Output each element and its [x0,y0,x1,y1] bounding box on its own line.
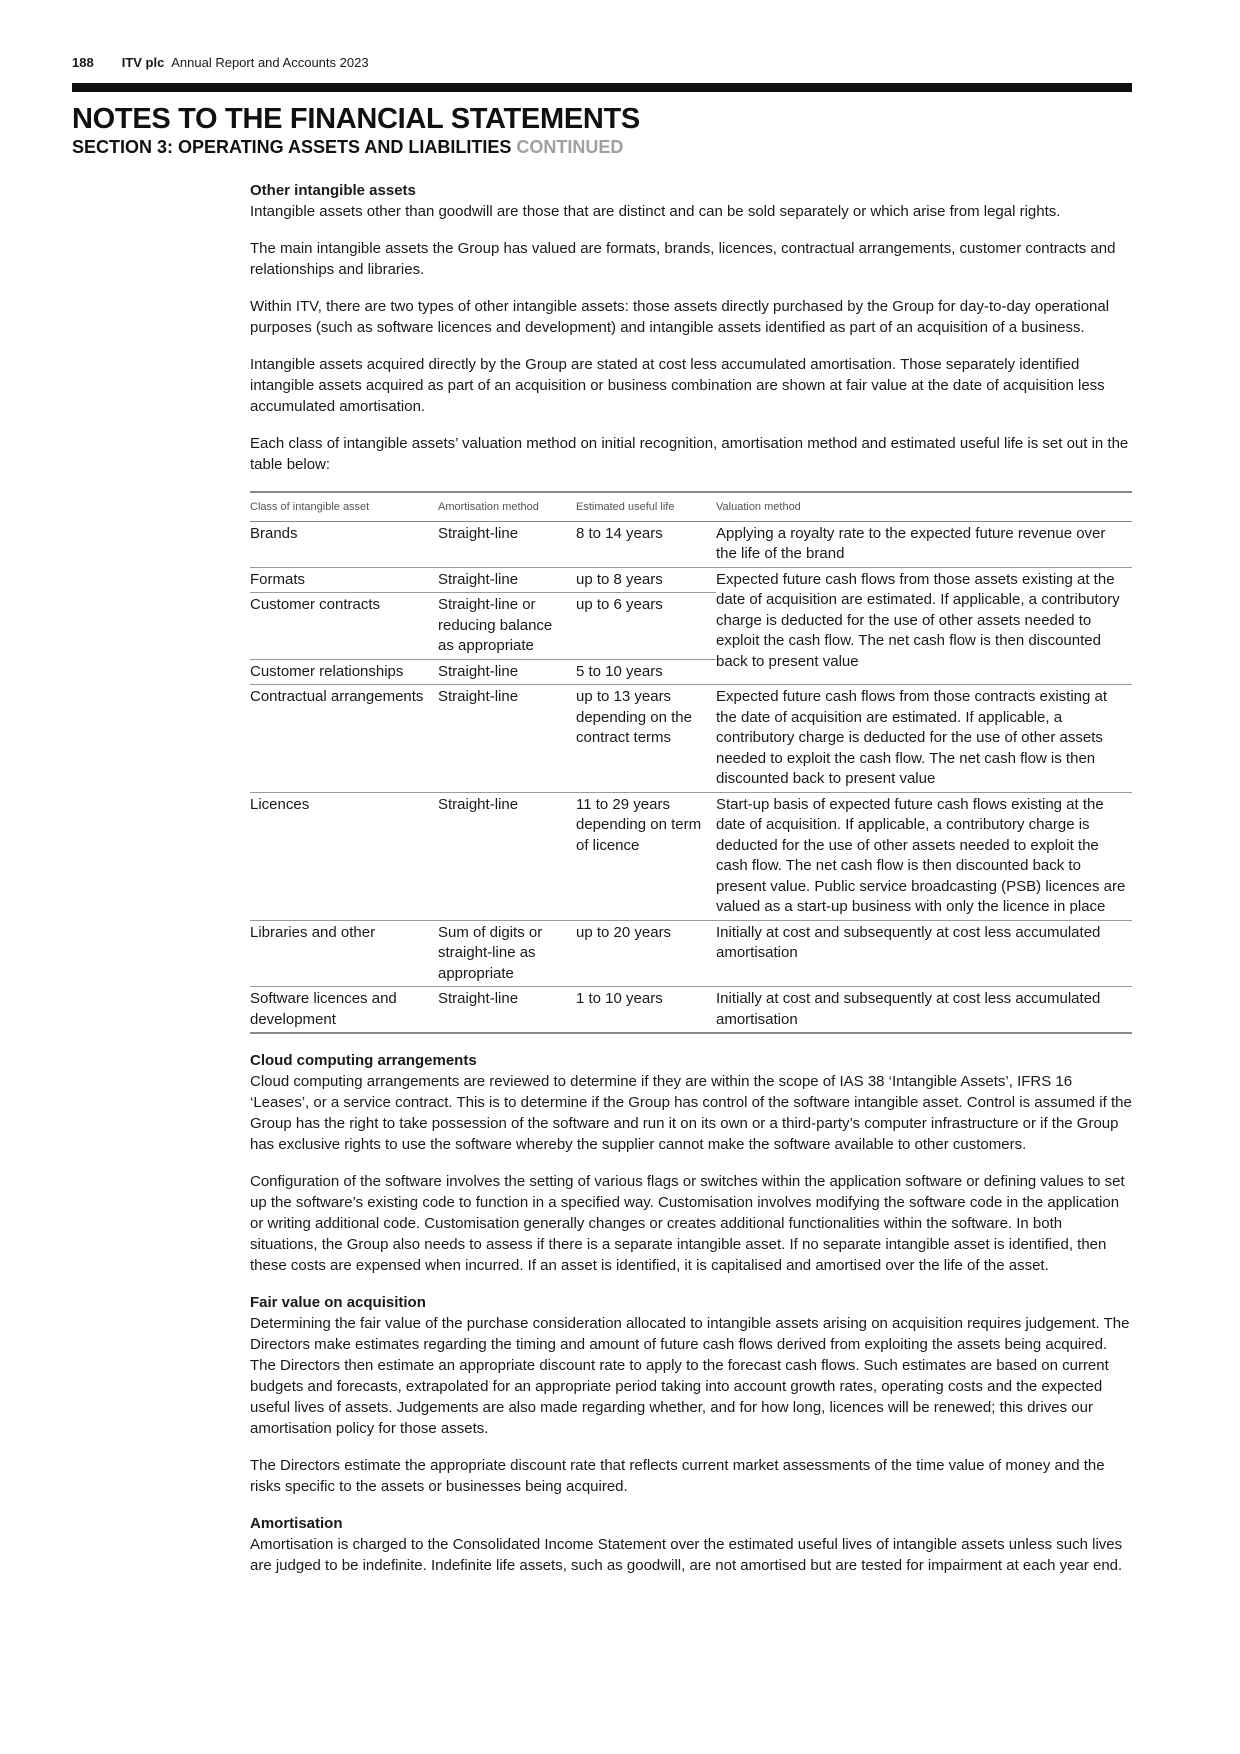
cell-method: Straight-line or reducing balance as appropriate [438,593,576,660]
cell-life: 11 to 29 years depending on term of licence [576,792,716,920]
report-title: Annual Report and Accounts 2023 [171,55,369,70]
cell-valuation: Start-up basis of expected future cash flows existing at the date of acquisition. If applicable, a contributory charge is deducted for the use of other assets needed to exploit the cash flow. The net cash flow is then discounted back to present value. Public service broadcasting (PSB) licences are valued as a start-up business with only the licence in place [716,792,1132,920]
cell-class: Libraries and other [250,920,438,987]
cell-method: Straight-line [438,792,576,920]
paragraph: The Directors estimate the appropriate discount rate that reflects current market assessments of the time value of money and the risks specific to the assets or businesses being acquired. [250,1457,1105,1495]
page-number: 188 [72,55,94,70]
cell-class: Formats [250,567,438,593]
running-header [72,55,369,70]
paragraph: Intangible assets acquired directly by the Group are stated at cost less accumulated amortisation. Those separately identified intangible assets acquired as part of an acquisition or business combination are shown at fair value at the date of acquisition less accumulated amortisation. [250,356,1105,415]
table-row [250,521,1132,567]
paragraph: Determining the fair value of the purchase consideration allocated to intangible assets arising on acquisition requires judgement. The Directors make estimates regarding the timing and amount of future cash flows derived from exploiting the assets being acquired. The Directors then estimate an appropriate discount rate to apply to the forecast cash flows. Such estimates are based on current budgets and forecasts, extrapolated for an appropriate period taking into account growth rates, operating costs and the expected useful lives of assets. Judgements are also made regarding whether, and for how long, licences will be renewed; this drives our amortisation policy for those assets. [250,1315,1130,1437]
section-heading [72,137,623,158]
cell-valuation: Initially at cost and subsequently at cost less accumulated amortisation [716,987,1132,1034]
cell-method: Straight-line [438,987,576,1034]
cell-method: Straight-line [438,567,576,593]
cell-method: Sum of digits or straight-line as appropriate [438,920,576,987]
cell-life: 1 to 10 years [576,987,716,1034]
cell-class: Licences [250,792,438,920]
table-row [250,920,1132,987]
cell-life: up to 8 years [576,567,716,593]
column-header: Estimated useful life [576,492,716,521]
paragraph: The main intangible assets the Group has valued are formats, brands, licences, contractual arrangements, customer contracts and relationships and libraries. [250,240,1116,278]
section-label: SECTION 3: OPERATING ASSETS AND LIABILITIES [72,137,512,157]
paragraph: Configuration of the software involves the setting of various flags or switches within the application software or defining values to set up the software’s existing code to function in a specified way. Customisation involves modifying the software code in the application or writing additional code. Customisation generally changes or creates additional functionalities within the software. In both situations, the Group also needs to assess if there is a separate intangible asset. If no separate intangible asset is identified, then these costs are expensed when incurred. If an asset is identified, it is capitalised and amortised over the life of the asset. [250,1173,1125,1274]
company-name: ITV plc [121,55,165,70]
cell-valuation-group: Expected future cash flows from those assets existing at the date of acquisition are estimated. If applicable, a contributory charge is deducted for the use of other assets needed to exploit the cash flow. The net cash flow is then discounted back to present value [716,567,1132,685]
cell-life: 5 to 10 years [576,659,716,685]
cell-life: 8 to 14 years [576,521,716,567]
fair-value-heading: Fair value on acquisition [250,1294,426,1311]
table-row [250,987,1132,1034]
section-continued: CONTINUED [516,137,624,157]
table-row [250,685,1132,793]
intangible-assets-table [250,491,1132,1034]
cell-life: up to 20 years [576,920,716,987]
page-title: NOTES TO THE FINANCIAL STATEMENTS [72,103,640,135]
cell-valuation: Expected future cash flows from those contracts existing at the date of acquisition are estimated. If applicable, a contributory charge is deducted for the use of other assets needed to exploit the cash flow. The net cash flow is then discounted back to present value [716,685,1132,793]
paragraph: Each class of intangible assets’ valuation method on initial recognition, amortisation method and estimated useful life is set out in the table below: [250,435,1129,473]
column-header: Valuation method [716,492,1132,521]
column-header: Amortisation method [438,492,576,521]
paragraph: Intangible assets other than goodwill are those that are distinct and can be sold separately or which arise from legal rights. [250,203,1061,220]
table-header-row [250,492,1132,521]
table-row [250,567,1132,593]
cell-class: Brands [250,521,438,567]
amortisation-heading: Amortisation [250,1515,343,1532]
paragraph: Amortisation is charged to the Consolidated Income Statement over the estimated useful lives of intangible assets unless such lives are judged to be indefinite. Indefinite life assets, such as goodwill, are not amortised but are tested for impairment at each year end. [250,1536,1123,1574]
column-header: Class of intangible asset [250,492,438,521]
cell-class: Contractual arrangements [250,685,438,793]
cell-valuation: Applying a royalty rate to the expected future revenue over the life of the brand [716,521,1132,567]
body-content [250,180,1132,1592]
cloud-heading: Cloud computing arrangements [250,1052,477,1069]
cell-method: Straight-line [438,659,576,685]
paragraph: Cloud computing arrangements are reviewed to determine if they are within the scope of IAS 38 ‘Intangible Assets’, IFRS 16 ‘Leases’, or a service contract. This is to determine if the Group has control of the software intangible asset. Control is assumed if the Group has the right to take possession of the software and run it on its own or a third-party’s computer infrastructure or if the Group has exclusive rights to use the software whereby the supplier cannot make the software available to other customers. [250,1073,1132,1153]
cell-method: Straight-line [438,521,576,567]
cell-class: Customer relationships [250,659,438,685]
cell-class: Customer contracts [250,593,438,660]
cell-method: Straight-line [438,685,576,793]
cell-valuation: Initially at cost and subsequently at cost less accumulated amortisation [716,920,1132,987]
header-rule [72,83,1132,92]
paragraph: Within ITV, there are two types of other intangible assets: those assets directly purchased by the Group for day-to-day operational purposes (such as software licences and development) and intangible assets identified as part of an acquisition of a business. [250,298,1110,336]
other-intangibles-heading: Other intangible assets [250,182,416,199]
cell-life: up to 6 years [576,593,716,660]
table-row [250,792,1132,920]
cell-class: Software licences and development [250,987,438,1034]
cell-life: up to 13 years depending on the contract terms [576,685,716,793]
